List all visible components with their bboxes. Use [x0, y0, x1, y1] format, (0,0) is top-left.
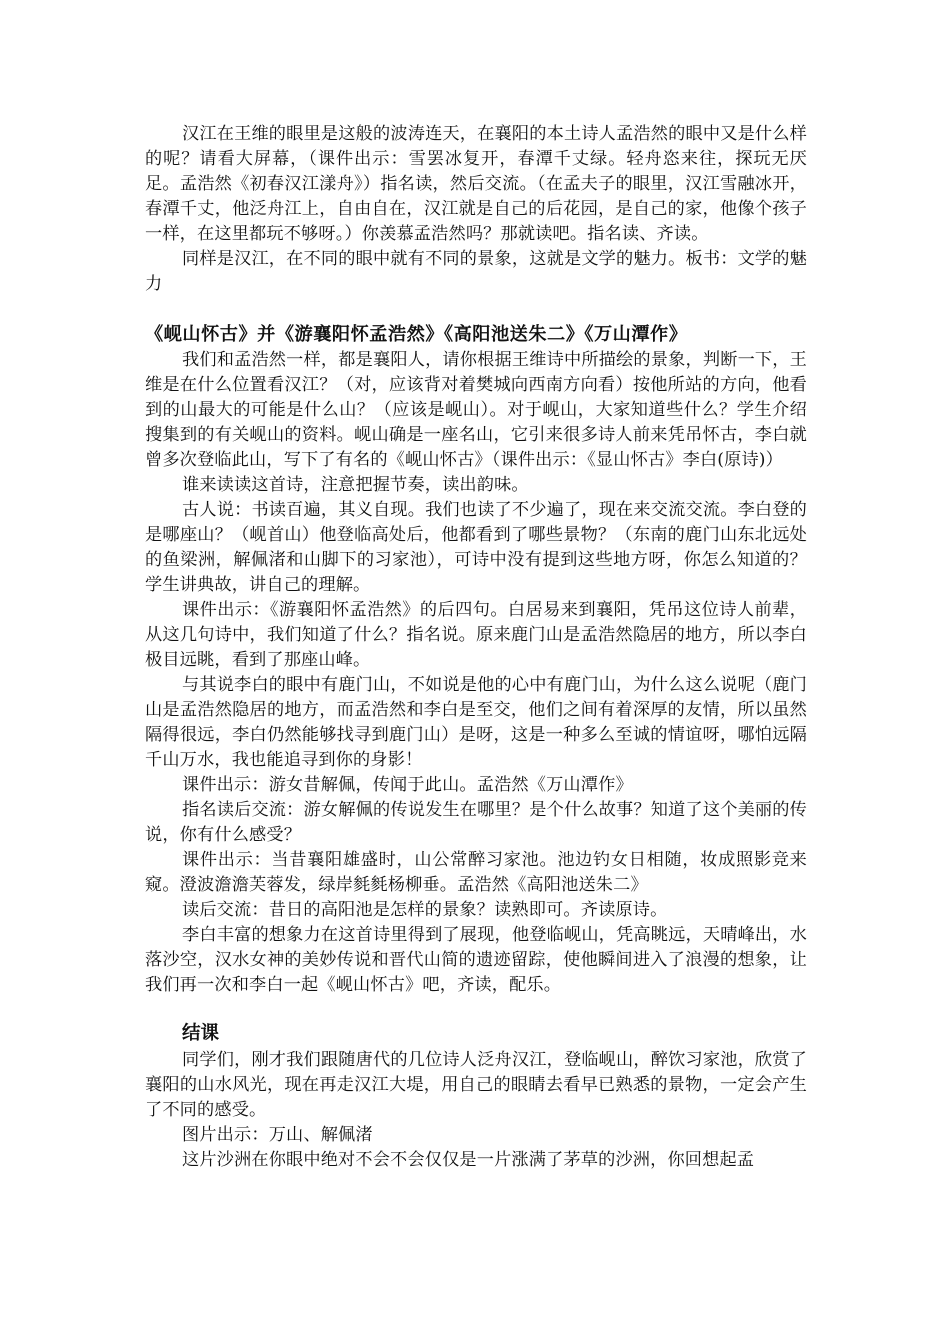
closing-paragraph: 这片沙洲在你眼中绝对不会不会仅仅是一片涨满了茅草的沙洲，你回想起孟 [182, 1150, 755, 1170]
section-paragraph: 与其说李白的眼中有鹿门山，不如说是他的心中有鹿门山，为什么这么说呢（鹿门山是孟浩然隐居的地方，而孟浩然和李白是至交，他们之间有着深厚的友情，所以虽然隔得很远，李白仍然能够找寻到鹿门山）是呀，这是一种多么至诚的情谊呀，哪怕远隔千山万水，我也能追寻到你的身影！ [145, 675, 807, 770]
section-paragraph: 课件出示：当昔襄阳雄盛时，山公常醉习家池。池边钓女日相随，妆成照影竞来窥。澄波澹澹芙蓉发，绿岸毵毵杨柳垂。孟浩然《高阳池送朱二》 [145, 850, 807, 895]
closing-paragraph: 同学们，刚才我们跟随唐代的几位诗人泛舟汉江，登临岘山，醉饮习家池，欣赏了襄阳的山水风光，现在再走汉江大堤，用自己的眼睛去看早已熟悉的景物，一定会产生了不同的感受。 [145, 1050, 807, 1120]
intro-paragraph-2: 同样是汉江，在不同的眼中就有不同的景象，这就是文学的魅力。板书：文学的魅力 [145, 249, 807, 294]
closing-paragraph: 图片出示：万山、解佩渚 [182, 1125, 373, 1145]
section-paragraph: 指名读后交流：游女解佩的传说发生在哪里？是个什么故事？知道了这个美丽的传说，你有什么感受？ [145, 800, 807, 845]
intro-paragraph-1: 汉江在王维的眼里是这般的波涛连天，在襄阳的本土诗人孟浩然的眼中又是什么样的呢？请看大屏幕，（课件出示：雪罢冰复开，春潭千丈绿。轻舟恣来往，探玩无厌足。孟浩然《初春汉江漾舟》）指名读，然后交流。（在孟夫子的眼里，汉江雪融冰开，春潭千丈，他泛舟江上，自由自在，汉江就是自己的后花园，是自己的家，他像个孩子一样，在这里都玩不够呀。）你羡慕孟浩然吗？那就读吧。指名读、齐读。 [145, 124, 807, 244]
section-paragraph: 古人说：书读百遍，其义自现。我们也读了不少遍了，现在来交流交流。李白登的是哪座山？（岘首山）他登临高处后，他都看到了哪些景物？（东南的鹿门山东北远处的鱼梁洲，解佩渚和山脚下的习家池），可诗中没有提到这些地方呀，你怎么知道的？学生讲典故，讲自己的理解。 [145, 500, 807, 595]
section-paragraph: 课件出示：游女昔解佩，传闻于此山。孟浩然《万山潭作》 [182, 775, 633, 795]
section-paragraph: 我们和孟浩然一样，都是襄阳人，请你根据王维诗中所描绘的景象，判断一下，王维是在什么位置看汉江？（对，应该背对着樊城向西南方向看）按他所站的方向，他看到的山最大的可能是什么山？（应该是岘山）。对于岘山，大家知道些什么？学生介绍搜集到的有关岘山的资料。岘山确是一座名山，它引来很多诗人前来凭吊怀古，李白就曾多次登临此山，写下了有名的《岘山怀古》（课件出示：《显山怀古》李白(原诗)） [145, 350, 807, 470]
spacer [145, 297, 807, 322]
section-paragraph: 谁来读读这首诗，注意把握节奏，读出韵味。 [182, 475, 529, 495]
section-paragraph: 李白丰富的想象力在这首诗里得到了展现，他登临岘山，凭高眺远，天晴峰出，水落沙空，汉水女神的美妙传说和晋代山简的遗迹留踪，使他瞬间进入了浪漫的想象，让我们再一次和李白一起《岘山怀古》吧，齐读，配乐。 [145, 925, 807, 995]
section-paragraph: 读后交流：昔日的高阳池是怎样的景象？读熟即可。齐读原诗。 [182, 900, 668, 920]
spacer [145, 998, 807, 1020]
document-page [145, 122, 807, 1173]
section-paragraph: 课件出示：《游襄阳怀孟浩然》的后四句。白居易来到襄阳，凭吊这位诗人前辈，从这几句诗中，我们知道了什么？指名说。原来鹿门山是孟浩然隐居的地方，所以李白极目远眺，看到了那座山峰。 [145, 600, 807, 670]
section-heading: 《岘山怀古》并《游襄阳怀孟浩然》《高阳池送朱二》《万山潭作》 [145, 324, 688, 345]
closing-heading: 结课 [182, 1023, 220, 1044]
